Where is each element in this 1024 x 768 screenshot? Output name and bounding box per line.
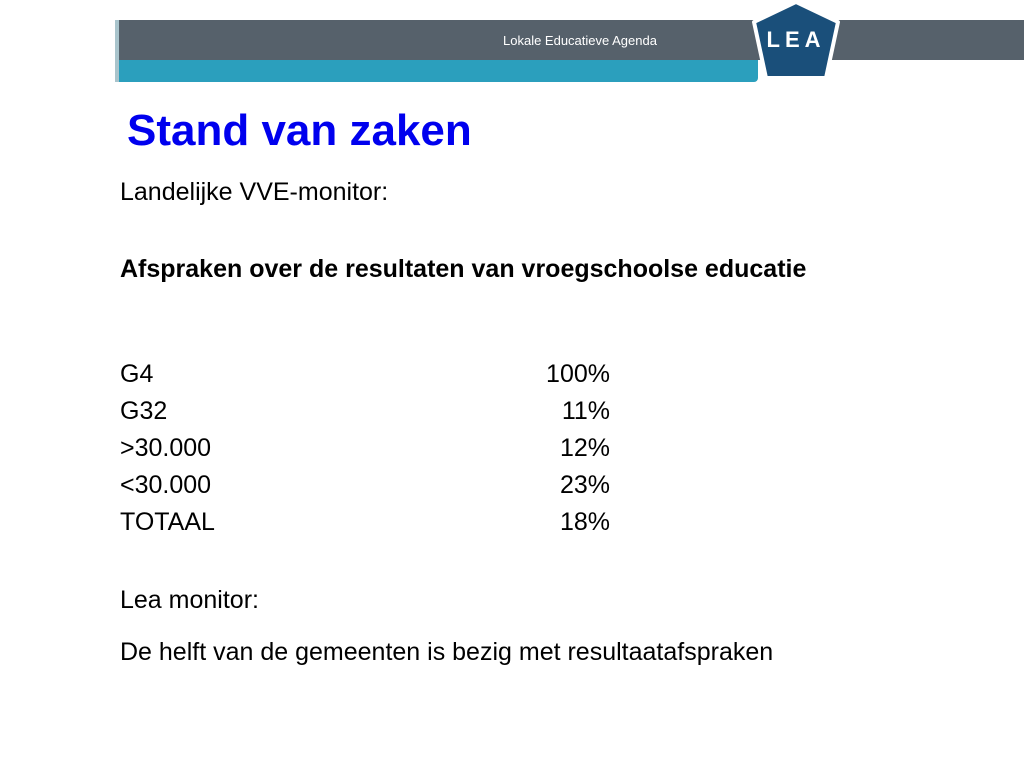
row-value: 12% xyxy=(559,434,610,462)
row-label: TOTAAL xyxy=(120,508,215,536)
row-label: G4 xyxy=(120,360,154,388)
table-row xyxy=(120,471,610,507)
row-label: <30.000 xyxy=(120,471,212,499)
table-row xyxy=(120,434,610,470)
row-value: 11% xyxy=(561,397,610,425)
lea-monitor-text: De helft van de gemeenten is bezig met resultaatafspraken xyxy=(120,638,774,666)
logo-text: LEA xyxy=(766,27,826,52)
header-edge xyxy=(115,20,119,82)
intro-text: Landelijke VVE-monitor: xyxy=(120,178,389,206)
header-subtitle: Lokale Educatieve Agenda xyxy=(503,33,657,48)
page-title: Stand van zaken xyxy=(127,106,472,155)
row-value: 23% xyxy=(559,471,610,499)
lea-monitor-label: Lea monitor: xyxy=(120,586,259,614)
row-label: G32 xyxy=(120,397,168,425)
table-row xyxy=(120,397,610,433)
row-label: >30.000 xyxy=(120,434,212,462)
row-value: 18% xyxy=(559,508,610,536)
header-accent-bar xyxy=(115,60,758,82)
table-row xyxy=(120,508,610,544)
row-value: 100% xyxy=(546,360,610,388)
section-heading: Afspraken over de resultaten van vroegschoolse educatie xyxy=(120,255,807,283)
table-row xyxy=(120,360,610,396)
